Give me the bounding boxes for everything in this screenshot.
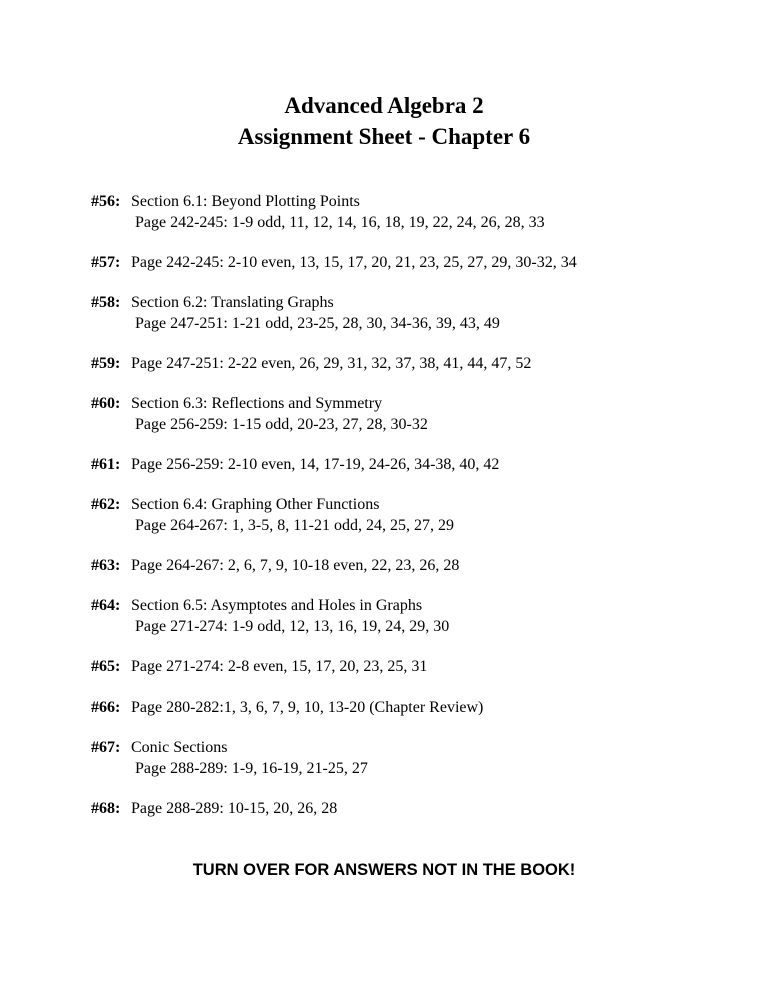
assignment-section: Section 6.5: Asymptotes and Holes in Graphs	[131, 597, 423, 614]
assignment-section: Section 6.3: Reflections and Symmetry	[131, 395, 383, 412]
assignment-pages: Page 247-251: 2-22 even, 26, 29, 31, 32, 37, 38, 41, 44, 47, 52	[131, 355, 532, 372]
assignment-57	[91, 253, 577, 274]
assignment-pages: Page 288-289: 1-9, 16-19, 21-25, 27	[135, 759, 368, 777]
assignment-64	[91, 596, 449, 637]
assignment-pages: Page 256-259: 1-15 odd, 20-23, 27, 28, 30-32	[135, 415, 428, 433]
assignment-number: #56:	[91, 193, 121, 210]
assignment-67	[91, 738, 368, 779]
assignment-65	[91, 657, 427, 678]
assignment-number: #64:	[91, 597, 121, 614]
assignment-number: #66:	[91, 699, 121, 716]
assignment-68	[91, 799, 337, 820]
document-subtitle: Assignment Sheet - Chapter 6	[237, 124, 531, 149]
assignment-pages: Page 271-274: 1-9 odd, 12, 13, 16, 19, 24, 29, 30	[135, 617, 450, 635]
assignment-pages: Page 271-274: 2-8 even, 15, 17, 20, 23, 25, 31	[131, 658, 428, 675]
turn-over-notice: TURN OVER FOR ANSWERS NOT IN THE BOOK!	[192, 861, 576, 879]
assignment-number: #60:	[91, 395, 121, 412]
assignment-section: Section 6.4: Graphing Other Functions	[131, 496, 380, 513]
assignment-number: #68:	[91, 800, 121, 817]
assignment-66	[91, 698, 483, 719]
assignment-pages: Page 264-267: 2, 6, 7, 9, 10-18 even, 22, 23, 26, 28	[131, 557, 460, 574]
assignment-section: Section 6.1: Beyond Plotting Points	[131, 193, 360, 210]
assignment-section: Conic Sections	[131, 739, 228, 756]
assignment-pages: Page 288-289: 10-15, 20, 26, 28	[131, 800, 338, 817]
assignment-pages: Page 242-245: 1-9 odd, 11, 12, 14, 16, 18, 19, 22, 24, 26, 28, 33	[135, 213, 545, 231]
assignment-number: #57:	[91, 254, 121, 271]
document-title: Advanced Algebra 2	[284, 93, 484, 118]
assignment-63	[91, 556, 459, 577]
assignment-number: #63:	[91, 557, 121, 574]
assignment-56	[91, 192, 545, 233]
assignment-number: #61:	[91, 456, 121, 473]
assignment-58	[91, 293, 500, 334]
assignment-pages: Page 264-267: 1, 3-5, 8, 11-21 odd, 24, 25, 27, 29	[135, 516, 454, 534]
assignment-number: #65:	[91, 658, 121, 675]
assignment-number: #59:	[91, 355, 121, 372]
assignment-61	[91, 455, 499, 476]
assignment-pages: Page 242-245: 2-10 even, 13, 15, 17, 20, 21, 23, 25, 27, 29, 30-32, 34	[131, 254, 577, 271]
assignment-pages: Page 280-282:1, 3, 6, 7, 9, 10, 13-20 (Chapter Review)	[131, 699, 484, 716]
assignment-62	[91, 495, 454, 536]
assignment-pages: Page 256-259: 2-10 even, 14, 17-19, 24-26, 34-38, 40, 42	[131, 456, 500, 473]
assignment-60	[91, 394, 428, 435]
assignment-number: #58:	[91, 294, 121, 311]
assignment-section: Section 6.2: Translating Graphs	[131, 294, 334, 311]
assignment-number: #67:	[91, 739, 121, 756]
assignment-59	[91, 354, 531, 375]
assignment-pages: Page 247-251: 1-21 odd, 23-25, 28, 30, 34-36, 39, 43, 49	[135, 314, 500, 332]
assignment-number: #62:	[91, 496, 121, 513]
